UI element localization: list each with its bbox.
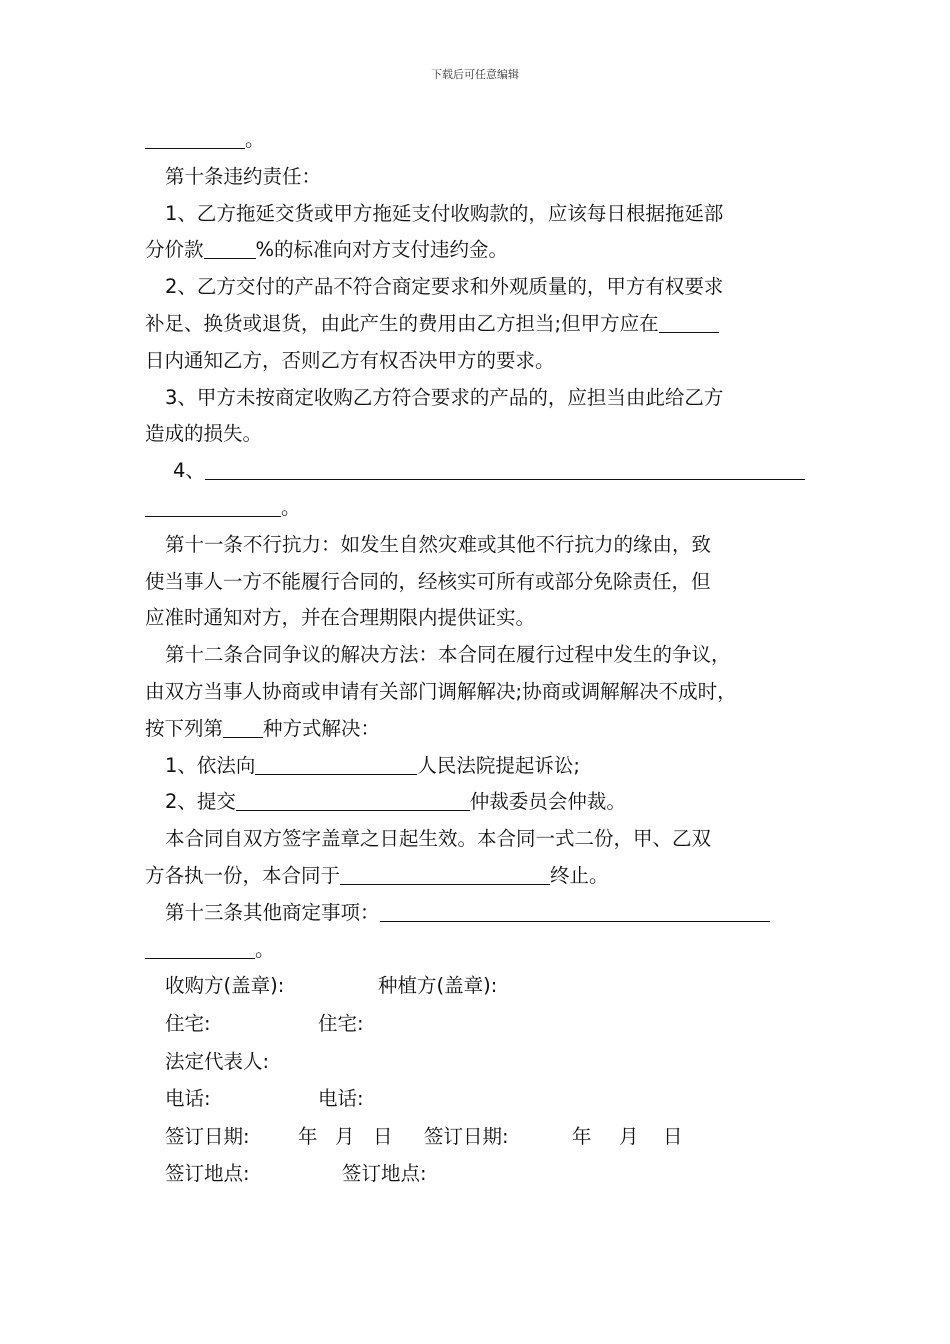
text-segment: 终止。 [550,863,609,887]
article-10-title: 第十条违约责任： [165,164,322,188]
buyer-date-label: 签订日期: [165,1124,250,1148]
text-line [145,490,810,527]
text-segment: 方各执一份，本合同于 [145,863,341,887]
buyer-phone-label: 电话: [165,1087,211,1111]
text-line: 造成的损失。 [145,422,263,446]
notice-days-blank[interactable] [659,312,719,333]
year-label: 年 [298,1124,318,1148]
text-line: 由双方当事人协商或申请有关部门调解解决;协商或调解解决不成时， [145,679,737,703]
contract-body [145,122,810,1194]
text-segment: 。 [255,937,275,961]
text-line: 2、乙方交付的产品不符合商定要求和外观质量的，甲方有权要求 [165,275,724,299]
text-line [145,306,810,343]
text-segment: 2、提交 [165,790,236,814]
signature-block [145,968,810,1194]
text-line: 3、甲方未按商定收购乙方符合要求的产品的，应担当由此给乙方 [165,385,724,409]
penalty-rate-blank[interactable] [204,238,256,259]
buyer-address-label: 住宅: [165,1011,211,1035]
text-line [145,932,810,969]
text-segment: 分价款 [145,238,204,262]
termination-date-blank[interactable] [340,864,550,885]
text-segment: 仲裁委员会仲裁。 [469,790,626,814]
seal-row [145,968,810,1006]
text-line [145,748,810,785]
text-line [145,784,810,821]
text-segment: %的标准向对方支付违约金。 [255,238,509,262]
text-line: 本合同自双方签字盖章之日起生效。本合同一式二份，甲、乙双 [165,827,712,851]
blank-field[interactable] [145,938,255,959]
text-line: 第十二条合同争议的解决方法：本合同在履行过程中发生的争议， [165,643,731,667]
text-line [145,122,810,159]
page-header: 下载后可任意编辑 [431,68,519,81]
arbitration-name-blank[interactable] [236,790,470,811]
year-label: 年 [572,1124,592,1148]
text-segment: 补足、换货或退货，由此产生的费用由乙方担当;但甲方应在 [145,311,659,335]
grower-seal-label: 种植方(盖章): [378,974,498,998]
day-label: 日 [663,1124,683,1148]
phone-row [145,1081,810,1119]
grower-address-label: 住宅: [318,1011,364,1035]
text-segment: 。 [281,495,301,519]
blank-field[interactable] [145,128,245,149]
text-segment: 人民法院提起诉讼; [417,753,580,777]
buyer-seal-label: 收购方(盖章): [165,974,285,998]
buyer-place-label: 签订地点: [165,1162,250,1186]
text-line: 日内通知乙方，否则乙方有权否决甲方的要求。 [145,348,555,372]
text-segment: 。 [245,128,265,151]
text-line [145,895,810,932]
grower-place-label: 签订地点: [342,1162,427,1186]
text-line [145,711,810,748]
grower-phone-label: 电话: [318,1087,364,1111]
grower-date-label: 签订日期: [424,1124,509,1148]
text-segment: 第十三条其他商定事项： [165,900,380,924]
address-row [145,1006,810,1044]
text-line: 使当事人一方不能履行合同的，经核实可所有或部分免除责任，但 [145,569,711,593]
date-row [145,1119,810,1157]
text-line [145,232,810,269]
legal-rep-row [145,1044,810,1082]
text-segment: 种方式解决： [263,716,381,740]
day-label: 日 [373,1124,393,1148]
text-segment: 1、依法向 [165,753,256,777]
text-line [145,858,810,895]
text-line: 第十一条不行抗力：如发生自然灾难或其他不行抗力的缘由，致 [165,532,712,556]
text-segment: 4、 [173,459,205,483]
legal-rep-label: 法定代表人: [165,1049,270,1073]
court-name-blank[interactable] [255,754,417,775]
method-choice-blank[interactable] [223,717,263,738]
text-segment: 按下列第 [145,716,224,740]
month-label: 月 [335,1124,355,1148]
text-line [145,453,810,490]
text-line: 应准时通知对方，并在合理期限内提供证实。 [145,606,536,630]
month-label: 月 [619,1124,639,1148]
place-row [145,1156,810,1194]
blank-field[interactable] [205,459,805,480]
other-terms-blank[interactable] [380,901,770,922]
text-line: 1、乙方拖延交货或甲方拖延支付收购款的，应该每日根据拖延部 [165,201,724,225]
blank-field[interactable] [145,496,281,517]
